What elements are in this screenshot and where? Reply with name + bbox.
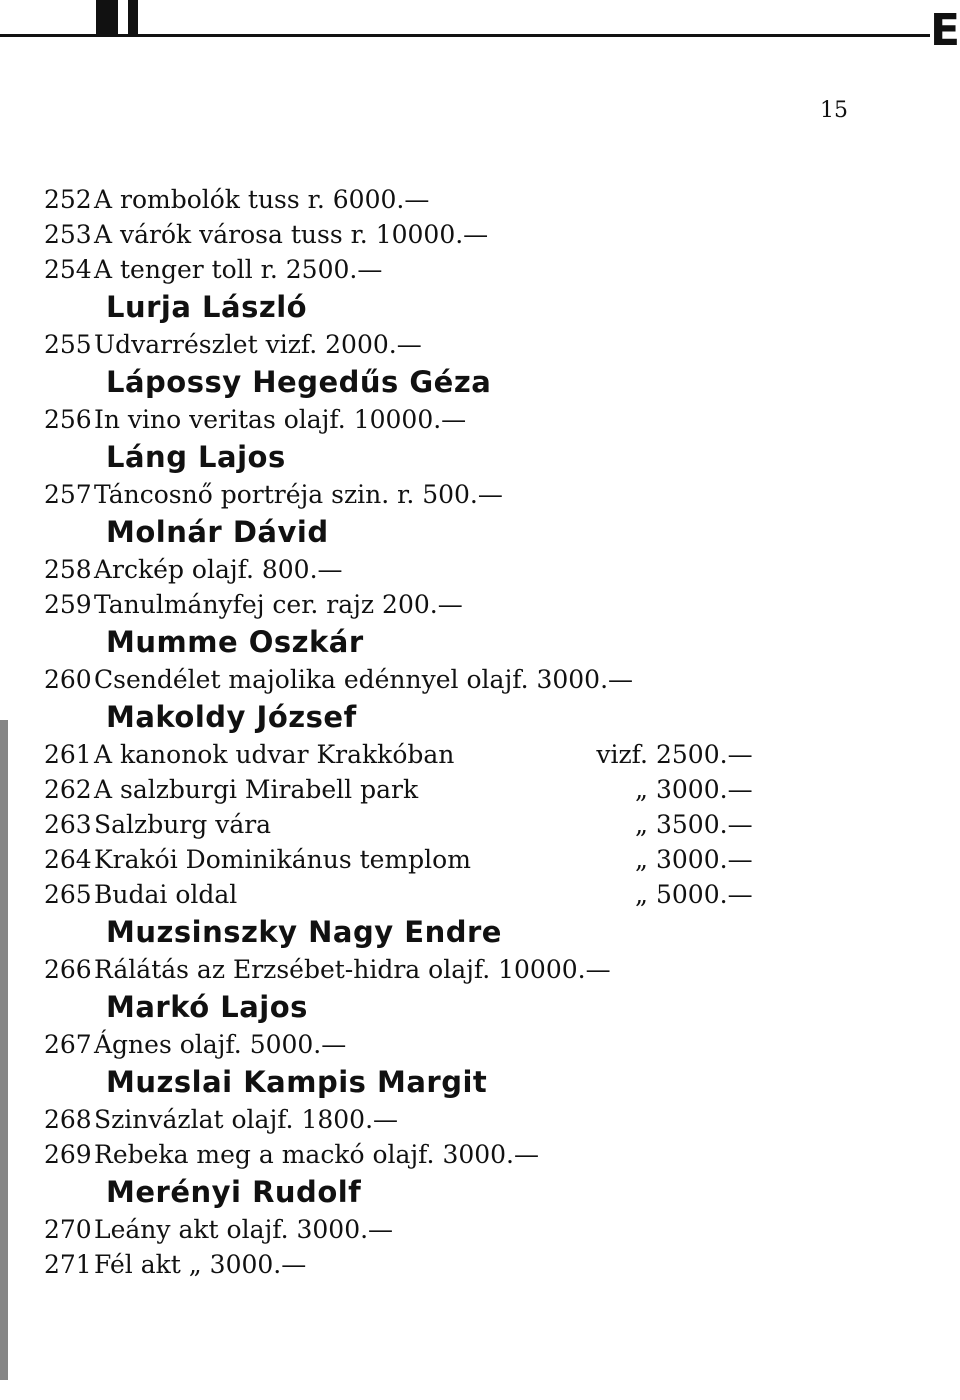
catalog-entry xyxy=(44,182,924,217)
entry-title: Leány akt olajf. 3000.— xyxy=(94,1215,394,1244)
artist-name: Molnár Dávid xyxy=(106,515,329,549)
entry-title: Táncosnő portréja szin. r. 500.— xyxy=(94,480,503,509)
entry-number: 253 xyxy=(44,220,92,249)
entry-number: 261 xyxy=(44,740,92,769)
entry-number: 267 xyxy=(44,1030,92,1059)
artist-name: Láng Lajos xyxy=(106,440,286,474)
entry-title: A várók városa tuss r. 10000.— xyxy=(94,220,489,249)
entry-price: 3500.— xyxy=(656,810,753,839)
page-number: 15 xyxy=(820,98,848,123)
scan-header-strip xyxy=(0,0,960,60)
catalog-entry xyxy=(44,1102,924,1137)
entry-medium: „ xyxy=(635,845,648,874)
scan-edge-shadow xyxy=(0,720,8,1380)
entry-title: In vino veritas olajf. 10000.— xyxy=(94,405,467,434)
entry-title: Udvarrészlet vizf. 2000.— xyxy=(94,330,422,359)
entry-title: Arckép olajf. 800.— xyxy=(94,555,343,584)
entry-number: 266 xyxy=(44,955,92,984)
entry-price: 2500.— xyxy=(656,740,753,769)
entry-title: Krakói Dominikánus templom xyxy=(94,845,471,874)
artist-heading xyxy=(44,697,924,737)
artist-heading xyxy=(44,1062,924,1102)
entry-number: 264 xyxy=(44,845,92,874)
catalog-entry xyxy=(44,772,924,807)
entry-number: 271 xyxy=(44,1250,92,1279)
catalog-entry xyxy=(44,477,924,512)
catalog-entry xyxy=(44,842,924,877)
catalog-entry xyxy=(44,552,924,587)
catalog-entry xyxy=(44,402,924,437)
artist-name: Lápossy Hegedűs Géza xyxy=(106,365,492,399)
artist-name: Merényi Rudolf xyxy=(106,1175,362,1209)
entry-number: 258 xyxy=(44,555,92,584)
artist-heading xyxy=(44,987,924,1027)
entry-number: 254 xyxy=(44,255,92,284)
catalog-entry xyxy=(44,1027,924,1062)
entry-number: 252 xyxy=(44,185,92,214)
header-mark xyxy=(96,0,118,34)
entry-medium: „ xyxy=(635,810,648,839)
entry-number: 269 xyxy=(44,1140,92,1169)
catalog-entry xyxy=(44,587,924,622)
artist-heading xyxy=(44,437,924,477)
entry-number: 260 xyxy=(44,665,92,694)
entry-title: Rebeka meg a mackó olajf. 3000.— xyxy=(94,1140,540,1169)
catalog-entry xyxy=(44,252,924,287)
entry-title: Fél akt „ 3000.— xyxy=(94,1250,307,1279)
artist-heading xyxy=(44,1172,924,1212)
artist-name: Lurja László xyxy=(106,290,308,324)
entry-number: 263 xyxy=(44,810,92,839)
artist-heading xyxy=(44,287,924,327)
artist-name: Muzslai Kampis Margit xyxy=(106,1065,488,1099)
header-rule xyxy=(0,34,930,37)
entry-number: 265 xyxy=(44,880,92,909)
entry-number: 262 xyxy=(44,775,92,804)
catalog-entry xyxy=(44,1137,924,1172)
entry-medium: „ xyxy=(635,880,648,909)
catalog-entry xyxy=(44,662,924,697)
artist-heading xyxy=(44,622,924,662)
entry-price: 5000.— xyxy=(656,880,753,909)
catalog-entry xyxy=(44,1247,924,1282)
entry-title: A kanonok udvar Krakkóban xyxy=(94,740,455,769)
entry-number: 259 xyxy=(44,590,92,619)
entry-title: A tenger toll r. 2500.— xyxy=(94,255,383,284)
entry-title: Szinvázlat olajf. 1800.— xyxy=(94,1105,399,1134)
entry-title: Tanulmányfej cer. rajz 200.— xyxy=(94,590,463,619)
artist-name: Makoldy József xyxy=(106,700,357,734)
entry-title: Budai oldal xyxy=(94,880,238,909)
entry-title: Csendélet majolika edénnyel olajf. 3000.— xyxy=(94,665,634,694)
artist-name: Markó Lajos xyxy=(106,990,308,1024)
entry-number: 256 xyxy=(44,405,92,434)
artist-heading xyxy=(44,912,924,952)
entry-medium: „ xyxy=(635,775,648,804)
catalog-entry xyxy=(44,737,924,772)
entry-number: 255 xyxy=(44,330,92,359)
scan-left-edge xyxy=(0,0,10,1400)
entry-number: 257 xyxy=(44,480,92,509)
entry-price: 3000.— xyxy=(656,845,753,874)
header-fragment-letter: E xyxy=(930,5,960,56)
artist-name: Mumme Oszkár xyxy=(106,625,364,659)
catalog-entry xyxy=(44,877,924,912)
catalog-entry xyxy=(44,217,924,252)
catalog-entry xyxy=(44,1212,924,1247)
entry-title: Rálátás az Erzsébet-hidra olajf. 10000.— xyxy=(94,955,611,984)
entry-medium: vizf. xyxy=(596,740,648,769)
entry-price: 3000.— xyxy=(656,775,753,804)
catalog-entry xyxy=(44,952,924,987)
entry-title: Ágnes olajf. 5000.— xyxy=(94,1030,347,1059)
artist-heading xyxy=(44,362,924,402)
catalog-entry xyxy=(44,807,924,842)
entry-number: 268 xyxy=(44,1105,92,1134)
entry-title: Salzburg vára xyxy=(94,810,272,839)
entry-title: A rombolók tuss r. 6000.— xyxy=(94,185,430,214)
entry-title: A salzburgi Mirabell park xyxy=(94,775,419,804)
catalog-listing xyxy=(44,182,924,1282)
header-mark xyxy=(128,0,138,34)
artist-name: Muzsinszky Nagy Endre xyxy=(106,915,502,949)
entry-number: 270 xyxy=(44,1215,92,1244)
artist-heading xyxy=(44,512,924,552)
catalog-entry xyxy=(44,327,924,362)
